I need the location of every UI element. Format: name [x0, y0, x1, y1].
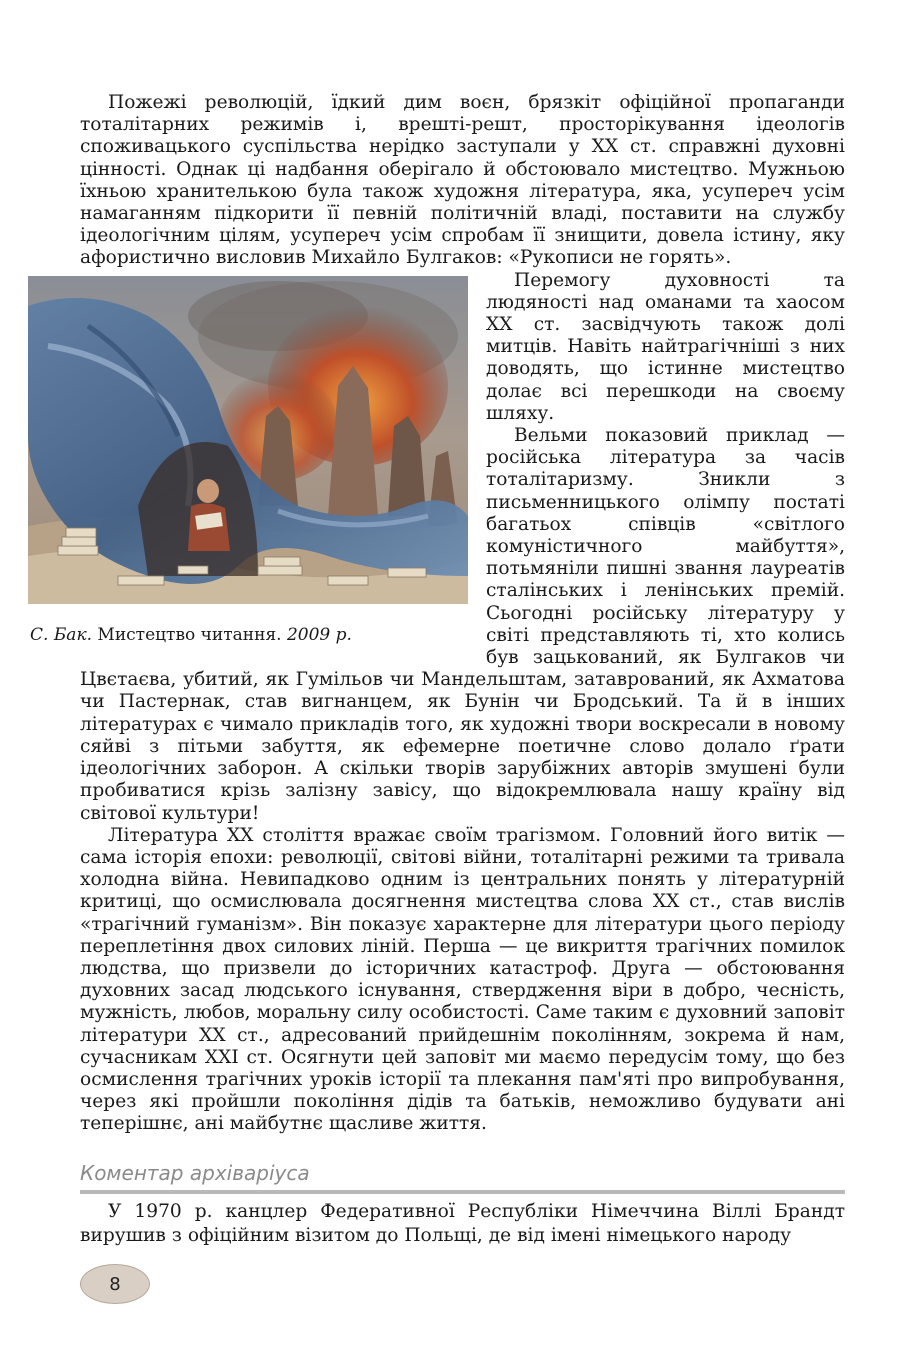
archive-section-header	[80, 1158, 845, 1194]
archive-paragraph-1: У 1970 р. канцлер Федеративної Республіки Німеччина Віллі Брандт вирушив з офіційним візитом до Польщі, де від імені німецького народу	[80, 1201, 845, 1246]
painting-figure	[28, 276, 468, 646]
page-number-badge	[80, 1264, 150, 1304]
paragraph-1: Пожежі революцій, їдкий дим воєн, брязкіт офіційної пропаганди тоталітарних режимів і, врешті-решт, просторікування ідеологів споживацького суспільства нерідко заступали у XX ст. справжні духовні цінності. Однак ці надбання оберігало й обстоювало мистецтво. Мужньою їхньою хранителькою була також художня література, яка, усупереч усім намаганням підкорити її певній політичній владі, поставити на службу ідеологічним цілям, усупереч усім спробам її знищити, довела істину, яку афористично висловив Михайло Булгаков: «Рукописи не горять».	[80, 92, 845, 269]
main-text	[30, 92, 845, 1136]
paragraph-2: Перемогу духовності та людяності над оманами та хаосом XX ст. засвідчують також долі митців. Навіть найтрагічніші з них доводять, що істинне мистецтво долає всі перешкоди на своєму шляху.	[486, 269, 845, 424]
caption-title: Мистецтво читання.	[97, 624, 282, 645]
painting-image	[28, 276, 468, 604]
paragraph-4: Література XX століття вражає своїм трагізмом. Головний його витік — сама історія епохи: революції, світові війни, тоталітарні режими та тривала холодна війна. Невипадково одним із центральних понять у літературній критиці, що осмислювала досягнення мистецтва слова XX ст., став вислів «трагічний гуманізм». Він показує характерне для літератури цього періоду переплетіння двох силових ліній. Перша — це викриття трагічних помилок людства, що призвели до історичних катастроф. Друга — обстоювання духовних засад людського існування, ствердження віри в добро, чесність, мужність, любов, моральну силу особистості. Саме таким є духовний заповіт літератури XX ст., адресований прийдешнім поколінням, зокрема й нам, сучасникам XXI ст. Осягнути цей заповіт ми маємо передусім тому, що без осмислення трагічних уроків історії та плекання пам'яті про випробування, через які пройшли покоління дідів та батьків, неможливо будувати ані теперішнє, ані майбутнє щасливе життя.	[80, 824, 845, 1135]
page-number: 8	[109, 1273, 121, 1295]
archive-text	[80, 1200, 845, 1248]
caption-year: 2009 р.	[286, 624, 352, 645]
paragraph-3: Вельми показовий приклад — російська література за часів тоталітаризму. Зникли з письменницького олімпу постаті багатьох співців «світлого комуністичного майбуття», потьмяніли пишні звання лауреатів сталінських і ленінських премій. Сьогодні російську літературу у світі представляють ті, хто колись був зацькований, як Булгаков чи Цвєтаєва, убитий, як Гумільов чи Мандельштам, затаврований, як Ахматова чи Пастернак, став вигнанцем, як Бунін чи Бродський. Та й в інших літературах є чимало прикладів того, як художні твори воскресали в новому сяйві з пітьми забуття, як ефемерне поетичне слово долало ґрати ідеологічних заборон. А скільки творів зарубіжних авторів змушені були пробиватися крізь залізну завісу, що відокремлювала нашу країну від світової культури!	[80, 425, 845, 824]
section-divider	[80, 1190, 845, 1194]
section-title: Коментар архіваріуса	[80, 1161, 310, 1185]
painting-caption	[28, 624, 468, 646]
caption-author: С. Бак.	[30, 624, 92, 645]
